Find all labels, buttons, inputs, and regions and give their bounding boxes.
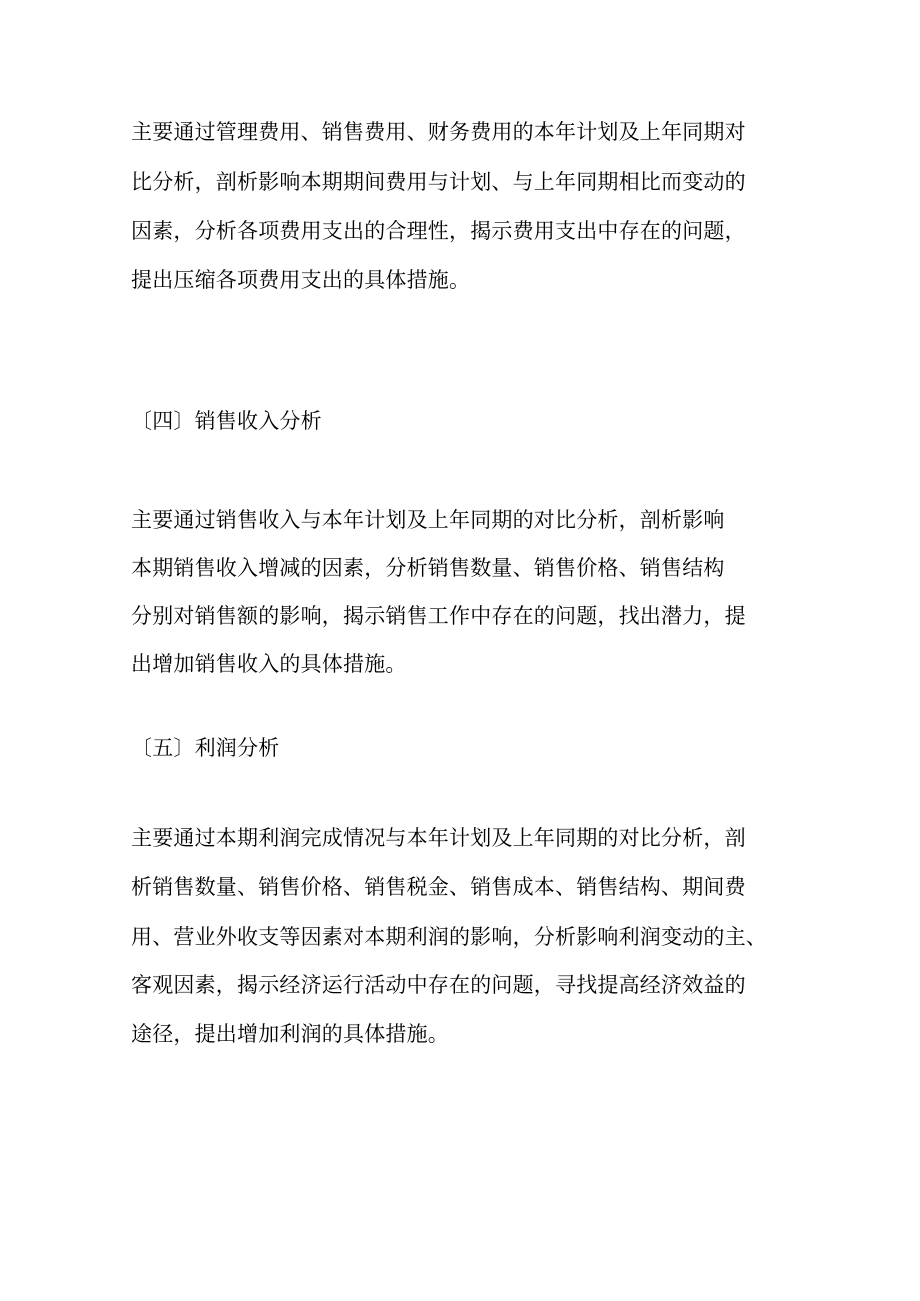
paragraph-line: 出增加销售收入的具体措施。	[131, 652, 407, 676]
paragraph-line: 因素，分析各项费用支出的合理性，揭示费用支出中存在的问题，	[131, 219, 746, 243]
paragraph-line: 分别对销售额的影响，揭示销售工作中存在的问题，找出潜力，提	[131, 604, 746, 628]
paragraph-line: 提出压缩各项费用支出的具体措施。	[131, 268, 471, 292]
paragraph-line: 比分析，剖析影响本期期间费用与计划、与上年同期相比而变动的	[131, 170, 746, 194]
paragraph-line: 途径，提出增加利润的具体措施。	[131, 1022, 449, 1046]
paragraph-line: 主要通过管理费用、销售费用、财务费用的本年计划及上年同期对	[131, 120, 746, 144]
section-heading-profit: 〔五〕利润分析	[131, 736, 280, 760]
section-heading-sales-revenue: 〔四〕销售收入分析	[131, 409, 322, 433]
paragraph-line: 主要通过销售收入与本年计划及上年同期的对比分析，剖析影响	[131, 508, 725, 532]
paragraph-line: 本期销售收入增减的因素，分析销售数量、销售价格、销售结构	[131, 556, 725, 580]
paragraph-line: 析销售数量、销售价格、销售税金、销售成本、销售结构、期间费	[131, 875, 746, 899]
paragraph-line: 客观因素，揭示经济运行活动中存在的问题，寻找提高经济效益的	[131, 973, 746, 997]
paragraph-line: 用、营业外收支等因素对本期利润的影响，分析影响利润变动的主、	[131, 925, 767, 949]
paragraph-line: 主要通过本期利润完成情况与本年计划及上年同期的对比分析，剖	[131, 826, 746, 850]
